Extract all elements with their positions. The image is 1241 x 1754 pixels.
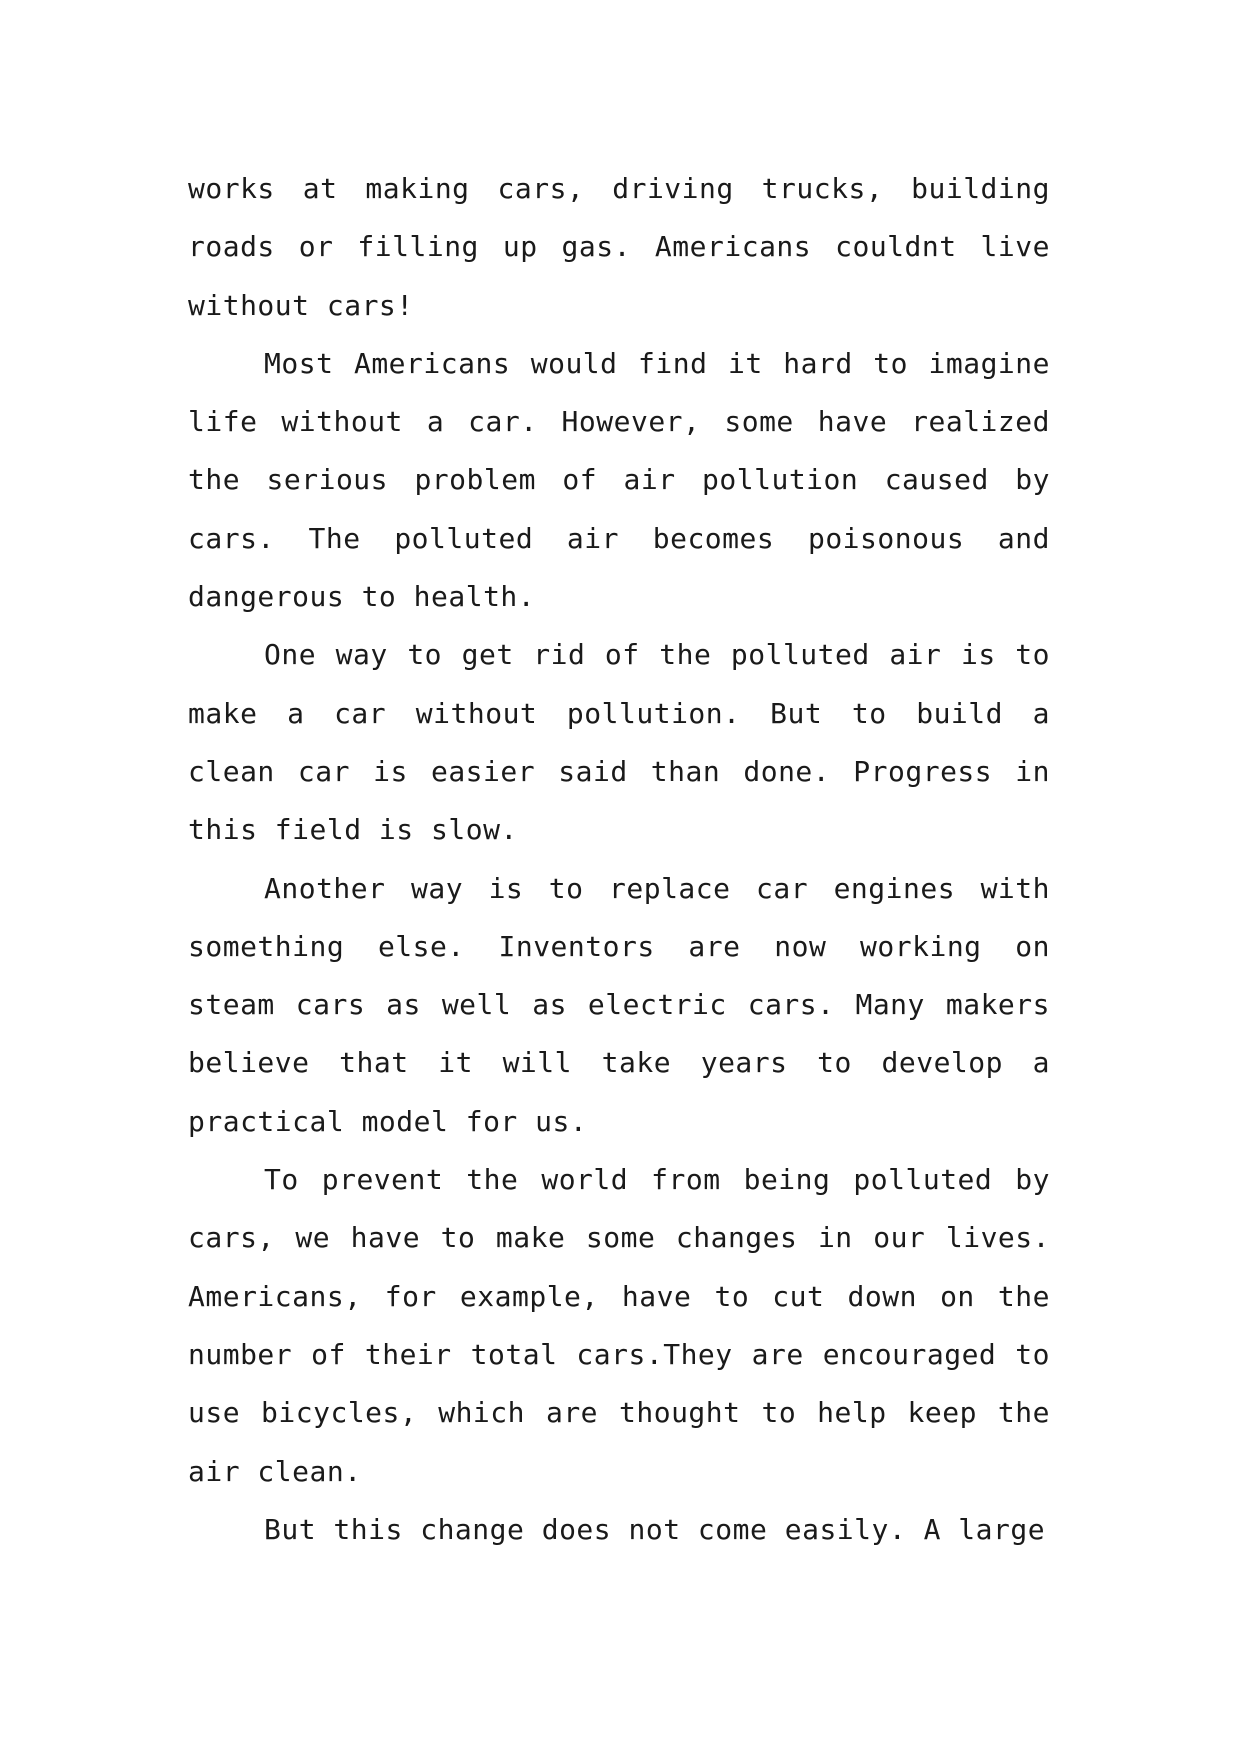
paragraph: One way to get rid of the polluted air is to make a car without pollution. But to build a clean car is easier said than done. Progress in this field is slow. <box>188 638 1050 847</box>
paragraph: Most Americans would find it hard to imagine life without a car. However, some have realized the serious problem of air pollution caused by cars. The polluted air becomes poisonous and dangerous to health. <box>188 346 1050 614</box>
paragraph-continuation: works at making cars, driving trucks, building roads or filling up gas. Americans couldnt live without cars! <box>188 172 1050 322</box>
paragraph: Another way is to replace car engines with something else. Inventors are now working on steam cars as well as electric cars. Many makers believe that it will take years to develop a practical model for us. <box>188 871 1050 1138</box>
paragraph-truncated: But this change does not come easily. A large <box>264 1512 1046 1546</box>
paragraph: To prevent the world from being polluted by cars, we have to make some changes in our lives. Americans, for example, have to cut down on the number of their total cars.They are encouraged to use bicycles, which are thought to help keep the air clean. <box>188 1163 1050 1488</box>
body-text <box>188 160 1050 1559</box>
